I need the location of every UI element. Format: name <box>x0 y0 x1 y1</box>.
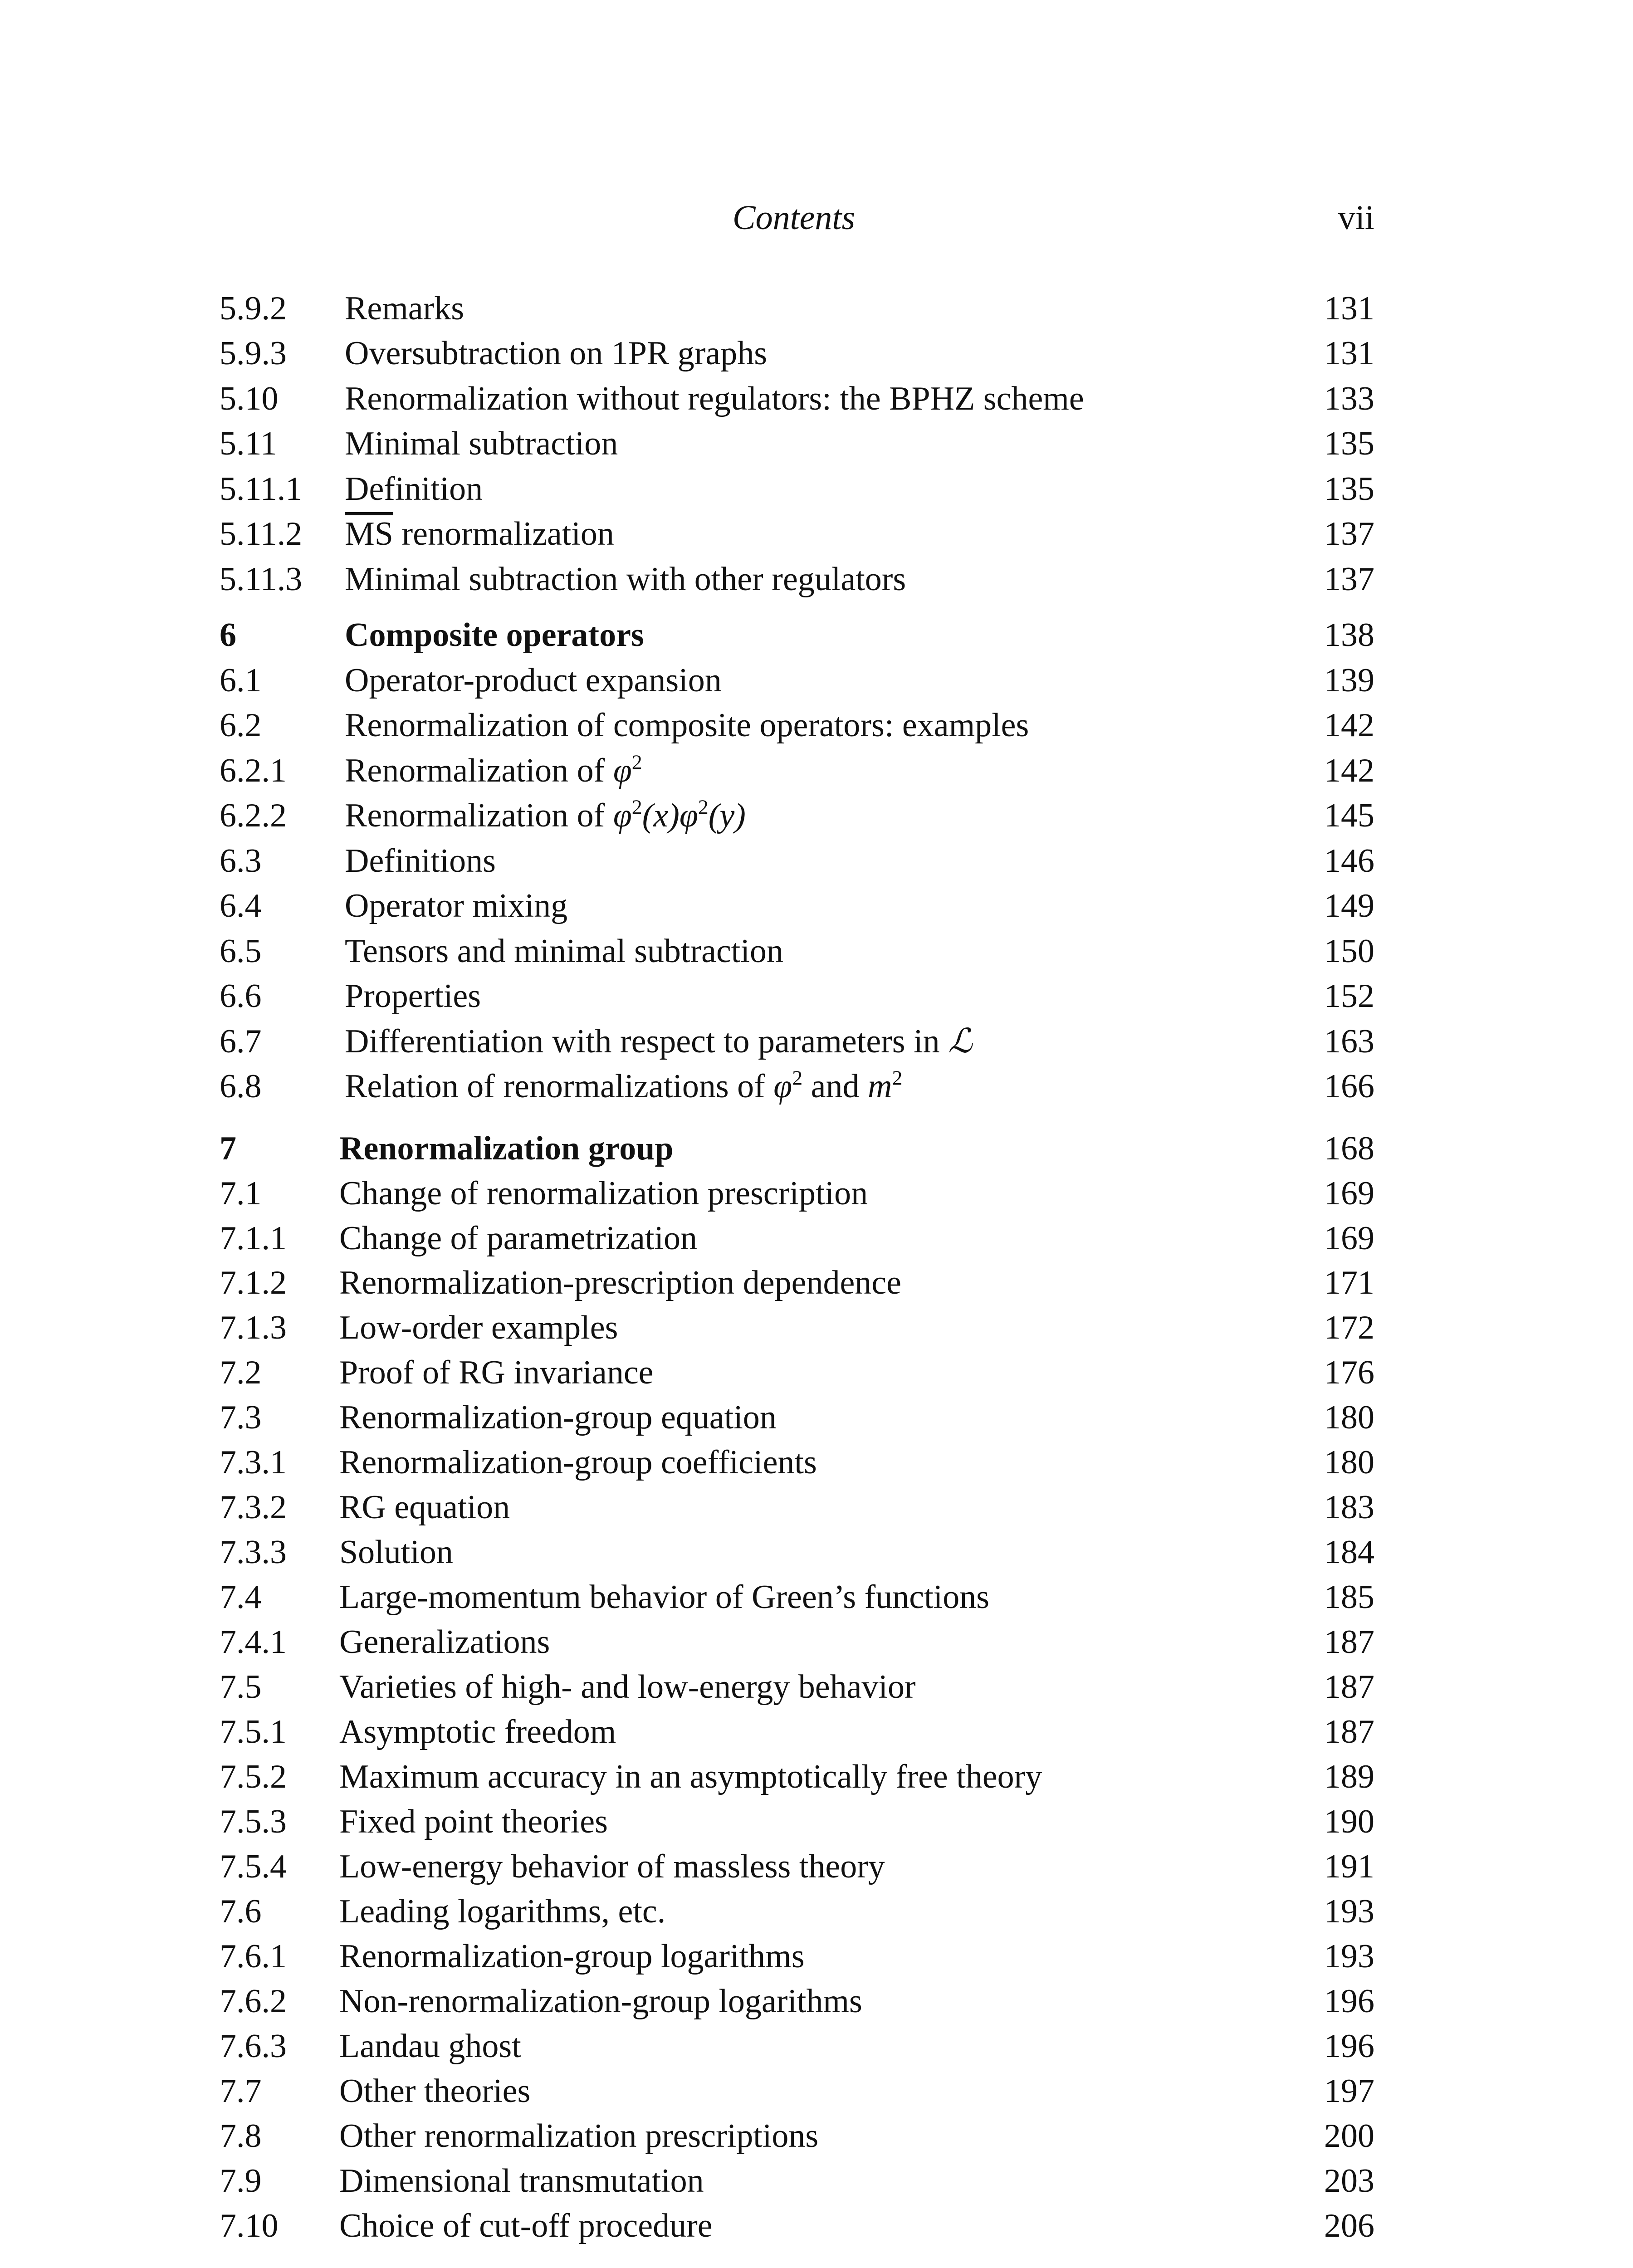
toc-entry-7-4-1 <box>0 1619 1633 1665</box>
entry-number: 7.6.1 <box>220 1938 287 1975</box>
entry-title: Large-momentum behavior of Green’s functions <box>339 1579 989 1616</box>
entry-title: Landau ghost <box>339 2028 521 2065</box>
exponent: 2 <box>631 795 642 819</box>
toc-entry-5-10 <box>0 376 1633 421</box>
chapter-title: Renormalization group <box>339 1130 674 1167</box>
entry-title: Non-renormalization-group logarithms <box>339 1983 862 2020</box>
entry-title <box>345 1019 1388 1064</box>
entry-title: Solution <box>339 1534 453 1571</box>
toc-entry-7-3-2 <box>0 1485 1633 1530</box>
entry-number: 5.9.3 <box>220 335 287 372</box>
toc-entry-6-3 <box>0 838 1633 884</box>
chapter-number: 7 <box>220 1130 236 1167</box>
entry-number: 7.1.2 <box>220 1264 287 1301</box>
entry-number: 6.4 <box>220 887 262 924</box>
entry-title-text: Differentiation with respect to parameters in <box>345 1023 949 1060</box>
entry-number: 7.5.4 <box>220 1848 287 1885</box>
entry-number: 5.11 <box>220 425 277 462</box>
toc-entry-7-6-3 <box>0 2024 1633 2069</box>
toc-entry-7-1 <box>0 1171 1633 1216</box>
toc-entry-7-1-3 <box>0 1305 1633 1350</box>
entry-number: 5.11.3 <box>220 561 303 598</box>
entry-page: 200 <box>1324 2117 1374 2155</box>
entry-number: 6.7 <box>220 1023 262 1060</box>
phi-symbol: φ <box>773 1068 792 1105</box>
entry-number: 7.1.1 <box>220 1220 287 1257</box>
entry-title-text: and <box>802 1068 868 1105</box>
toc-entry-5-9-3 <box>0 331 1633 376</box>
entry-page: 172 <box>1324 1309 1374 1346</box>
entry-title: Choice of cut-off procedure <box>339 2207 713 2244</box>
exponent: 2 <box>631 750 642 774</box>
entry-title <box>345 511 1388 557</box>
entry-page: 191 <box>1324 1848 1374 1885</box>
entry-title <box>345 1064 1388 1109</box>
entry-page: 187 <box>1324 1713 1374 1750</box>
entry-number: 7.4 <box>220 1579 262 1616</box>
entry-number: 7.9 <box>220 2162 262 2200</box>
entry-page: 197 <box>1324 2072 1374 2110</box>
entry-page: 133 <box>1324 380 1374 417</box>
entry-title: Other theories <box>339 2072 531 2110</box>
entry-title: RG equation <box>339 1489 510 1526</box>
entry-number: 5.11.2 <box>220 515 303 552</box>
entry-title: Low-order examples <box>339 1309 618 1346</box>
entry-page: 171 <box>1324 1264 1374 1301</box>
entry-title: Renormalization-group coefficients <box>339 1444 817 1481</box>
entry-title: Other renormalization prescriptions <box>339 2117 819 2155</box>
entry-number: 7.3.1 <box>220 1444 287 1481</box>
entry-title: Varieties of high- and low-energy behavior <box>339 1668 916 1706</box>
phi-symbol: φ <box>613 752 632 789</box>
entry-number: 7.5.1 <box>220 1713 287 1750</box>
entry-page: 138 <box>1324 616 1374 654</box>
entry-page: 145 <box>1324 797 1374 834</box>
toc-entry-6-6 <box>0 973 1633 1019</box>
entry-number: 6.2.2 <box>220 797 287 834</box>
entry-page: 196 <box>1324 2028 1374 2065</box>
entry-title: Asymptotic freedom <box>339 1713 616 1750</box>
toc-entry-7-6-2 <box>0 1979 1633 2024</box>
entry-number: 7.1 <box>220 1175 262 1212</box>
toc-entry-6-2 <box>0 703 1633 748</box>
lagrangian-symbol: ℒ <box>948 1023 973 1060</box>
entry-page: 150 <box>1324 933 1374 970</box>
entry-title: Minimal subtraction with other regulators <box>345 561 906 598</box>
entry-page: 183 <box>1324 1489 1374 1526</box>
entry-number: 7.3.3 <box>220 1534 287 1571</box>
entry-title-text: Renormalization of <box>345 797 613 834</box>
toc-entry-7-8 <box>0 2113 1633 2159</box>
entry-number: 5.9.2 <box>220 290 287 327</box>
entry-page: 176 <box>1324 1354 1374 1391</box>
entry-page: 137 <box>1324 515 1374 552</box>
entry-title: Change of renormalization prescription <box>339 1175 868 1212</box>
entry-number: 7.3 <box>220 1399 262 1436</box>
toc-entry-7-6-1 <box>0 1934 1633 1979</box>
exponent: 2 <box>698 795 709 819</box>
entry-title: Maximum accuracy in an asymptotically free theory <box>339 1758 1042 1795</box>
phi-symbol: φ <box>613 797 632 834</box>
entry-title: Oversubtraction on 1PR graphs <box>345 335 768 372</box>
toc-entry-7-1-1 <box>0 1216 1633 1261</box>
toc-entry-7-5-2 <box>0 1754 1633 1799</box>
entry-title-text: Relation of renormalizations of <box>345 1068 774 1105</box>
toc-entry-5-11-1 <box>0 466 1633 512</box>
entry-page: 146 <box>1324 842 1374 880</box>
toc-entry-7-4 <box>0 1574 1633 1620</box>
entry-title: Renormalization of composite operators: examples <box>345 707 1029 744</box>
toc-entry-7-5-3 <box>0 1799 1633 1844</box>
entry-page: 190 <box>1324 1803 1374 1840</box>
entry-page: 135 <box>1324 425 1374 462</box>
toc-entry-7-5-1 <box>0 1709 1633 1755</box>
entry-title <box>345 748 1388 793</box>
entry-page: 142 <box>1324 707 1374 744</box>
toc-entry-6-2-2 <box>0 793 1633 838</box>
toc-chapter-7 <box>0 1126 1633 1171</box>
mass-symbol: m <box>868 1068 892 1105</box>
entry-number: 6.5 <box>220 933 262 970</box>
toc-entry-7-1-2 <box>0 1260 1633 1305</box>
entry-page: 180 <box>1324 1444 1374 1481</box>
entry-number: 5.11.1 <box>220 470 303 508</box>
toc-entry-5-9-2 <box>0 286 1633 331</box>
entry-number: 7.5 <box>220 1668 262 1706</box>
entry-title: Generalizations <box>339 1623 550 1661</box>
entry-page: 163 <box>1324 1023 1374 1060</box>
entry-title: Renormalization-prescription dependence <box>339 1264 901 1301</box>
entry-page: 131 <box>1324 335 1374 372</box>
entry-number: 6.2.1 <box>220 752 287 789</box>
entry-page: 169 <box>1324 1175 1374 1212</box>
entry-title: Operator mixing <box>345 887 568 924</box>
entry-title: Remarks <box>345 290 464 327</box>
toc-entry-7-6 <box>0 1889 1633 1934</box>
entry-page: 196 <box>1324 1983 1374 2020</box>
chapter-title: Composite operators <box>345 616 644 654</box>
entry-title: Renormalization without regulators: the BPHZ scheme <box>345 380 1084 417</box>
entry-number: 6.8 <box>220 1068 262 1105</box>
entry-number: 7.4.1 <box>220 1623 287 1661</box>
entry-page: 168 <box>1324 1130 1374 1167</box>
entry-title-rest: renormalization <box>393 515 614 552</box>
entry-number: 6.2 <box>220 707 262 744</box>
entry-page: 189 <box>1324 1758 1374 1795</box>
entry-number: 7.5.3 <box>220 1803 287 1840</box>
chapter-number: 6 <box>220 616 236 654</box>
entry-title: Definitions <box>345 842 496 880</box>
entry-page: 131 <box>1324 290 1374 327</box>
entry-page: 139 <box>1324 662 1374 699</box>
entry-number: 7.10 <box>220 2207 279 2244</box>
entry-page: 137 <box>1324 561 1374 598</box>
exponent: 2 <box>792 1066 803 1090</box>
entry-page: 193 <box>1324 1893 1374 1930</box>
entry-page: 184 <box>1324 1534 1374 1571</box>
toc-entry-7-9 <box>0 2158 1633 2204</box>
entry-title: Fixed point theories <box>339 1803 608 1840</box>
entry-page: 180 <box>1324 1399 1374 1436</box>
entry-number: 7.1.3 <box>220 1309 287 1346</box>
math-expression: (x)φ <box>642 797 698 834</box>
entry-page: 187 <box>1324 1668 1374 1706</box>
entry-page: 206 <box>1324 2207 1374 2244</box>
toc-entry-6-5 <box>0 929 1633 974</box>
entry-number: 6.6 <box>220 978 262 1015</box>
entry-title: Leading logarithms, etc. <box>339 1893 666 1930</box>
entry-page: 152 <box>1324 978 1374 1015</box>
entry-title: Dimensional transmutation <box>339 2162 704 2200</box>
entry-number: 7.3.2 <box>220 1489 287 1526</box>
entry-title: Tensors and minimal subtraction <box>345 933 783 970</box>
entry-page: 193 <box>1324 1938 1374 1975</box>
exponent: 2 <box>892 1066 903 1090</box>
entry-page: 149 <box>1324 887 1374 924</box>
entry-title: Renormalization-group logarithms <box>339 1938 805 1975</box>
toc-entry-6-7 <box>0 1019 1633 1064</box>
running-title: Contents <box>732 199 856 237</box>
math-expression: (y) <box>708 797 746 834</box>
toc-entry-7-3-3 <box>0 1530 1633 1575</box>
toc-entry-5-11 <box>0 421 1633 466</box>
toc-entry-5-11-2 <box>0 511 1633 557</box>
entry-number: 7.6 <box>220 1893 262 1930</box>
entry-title: Definition <box>345 470 483 508</box>
page-numeral: vii <box>1338 199 1374 237</box>
toc-entry-7-5 <box>0 1664 1633 1710</box>
entry-number: 7.6.2 <box>220 1983 287 2020</box>
entry-title: Renormalization-group equation <box>339 1399 777 1436</box>
entry-number: 7.8 <box>220 2117 262 2155</box>
entry-number: 5.10 <box>220 380 279 417</box>
entry-title: Low-energy behavior of massless theory <box>339 1848 885 1885</box>
entry-number: 7.5.2 <box>220 1758 287 1795</box>
toc-chapter-6 <box>0 612 1633 658</box>
entry-number: 7.2 <box>220 1354 262 1391</box>
entry-title-text: Renormalization of <box>345 752 613 789</box>
entry-title: Minimal subtraction <box>345 425 618 462</box>
running-head <box>0 195 1633 240</box>
toc-entry-7-3-1 <box>0 1440 1633 1485</box>
toc-entry-6-4 <box>0 883 1633 929</box>
toc-entry-7-2 <box>0 1350 1633 1395</box>
entry-page: 135 <box>1324 470 1374 508</box>
entry-title: Operator-product expansion <box>345 662 722 699</box>
toc-entry-6-8 <box>0 1064 1633 1109</box>
toc-entry-6-2-1 <box>0 748 1633 793</box>
entry-page: 142 <box>1324 752 1374 789</box>
toc-entry-5-11-3 <box>0 557 1633 602</box>
entry-title: Proof of RG invariance <box>339 1354 654 1391</box>
toc-entry-7-5-4 <box>0 1844 1633 1889</box>
entry-page: 169 <box>1324 1220 1374 1257</box>
entry-page: 166 <box>1324 1068 1374 1105</box>
entry-number: 6.1 <box>220 662 262 699</box>
toc-entry-7-3 <box>0 1395 1633 1440</box>
entry-number: 7.6.3 <box>220 2028 287 2065</box>
entry-page: 185 <box>1324 1579 1374 1616</box>
entry-title: Properties <box>345 978 481 1015</box>
entry-number: 7.7 <box>220 2072 262 2110</box>
entry-title <box>345 793 1388 838</box>
entry-page: 203 <box>1324 2162 1374 2200</box>
toc-entry-7-7 <box>0 2068 1633 2114</box>
entry-title: Change of parametrization <box>339 1220 697 1257</box>
ms-bar-symbol: $\overline{MS}$ <box>345 515 393 552</box>
entry-number: 6.3 <box>220 842 262 880</box>
toc-entry-6-1 <box>0 658 1633 703</box>
toc-entry-7-10 <box>0 2203 1633 2248</box>
entry-page: 187 <box>1324 1623 1374 1661</box>
